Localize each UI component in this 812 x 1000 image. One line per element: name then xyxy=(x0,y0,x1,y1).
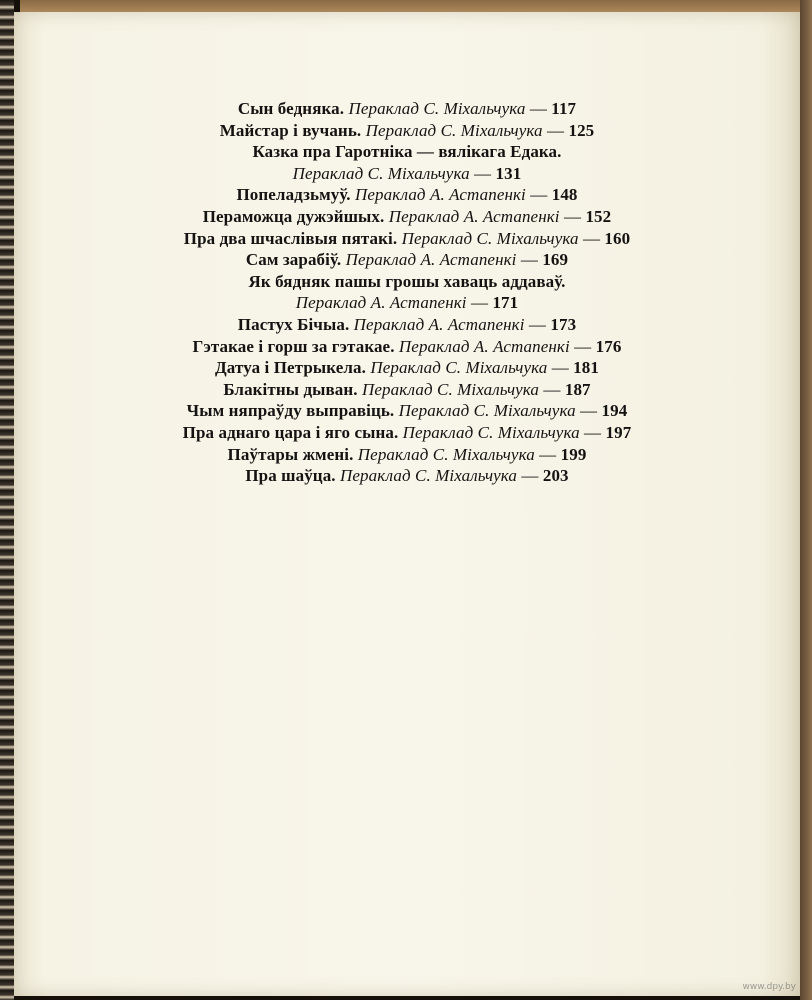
toc-entry: Сам зарабіў. Пераклад А. Астапенкі — 169 xyxy=(245,250,569,270)
toc-entry: Паўтары жмені. Пераклад С. Міхальчука — 199 xyxy=(227,444,587,464)
toc-entry: Попеладзьмуў. Пераклад А. Астапенкі — 148 xyxy=(236,185,578,205)
toc-entry: Майстар і вучань. Пераклад С. Міхальчука — 125 xyxy=(219,120,595,140)
toc-entry: Пастух Бічыа. Пераклад А. Астапенкі — 173 xyxy=(237,314,577,334)
table-of-contents xyxy=(34,98,780,487)
toc-entry: Блакітны дыван. Пераклад С. Міхальчука — 187 xyxy=(223,379,591,399)
cover-board-right xyxy=(800,0,812,1000)
toc-entry: Пра аднаго цара і яго сына. Пераклад С. Міхальчука — 197 xyxy=(182,422,632,442)
book-page xyxy=(14,12,800,996)
toc-entry: Пра два шчаслівыя пятакі. Пераклад С. Міхальчука — 160 xyxy=(183,228,631,248)
toc-entry: Чым няпраўду выправіць. Пераклад С. Міхальчука — 194 xyxy=(186,401,628,421)
book-spine-stitching xyxy=(0,0,14,1000)
toc-entry: Як бядняк пашы грошы хаваць аддаваў. Пераклад А. Астапенкі — 171 xyxy=(248,271,566,313)
toc-entry: Пераможца дужэйшых. Пераклад А. Астапенкі — 152 xyxy=(202,206,612,226)
toc-entry: Казка пра Гаротніка — вялікага Едака. Пераклад С. Міхальчука — 131 xyxy=(252,142,562,183)
toc-entry: Датуа і Петрыкела. Пераклад С. Міхальчука — 181 xyxy=(215,358,599,378)
toc-entry: Сын бедняка. Пераклад С. Міхальчука — 117 xyxy=(237,99,577,118)
toc-entry: Гэтакае і горш за гэтакае. Пераклад А. Астапенкі — 176 xyxy=(192,336,622,356)
toc-entry: Пра шаўца. Пераклад С. Міхальчука — 203 xyxy=(245,466,569,486)
watermark: www.dpy.by xyxy=(742,982,796,992)
